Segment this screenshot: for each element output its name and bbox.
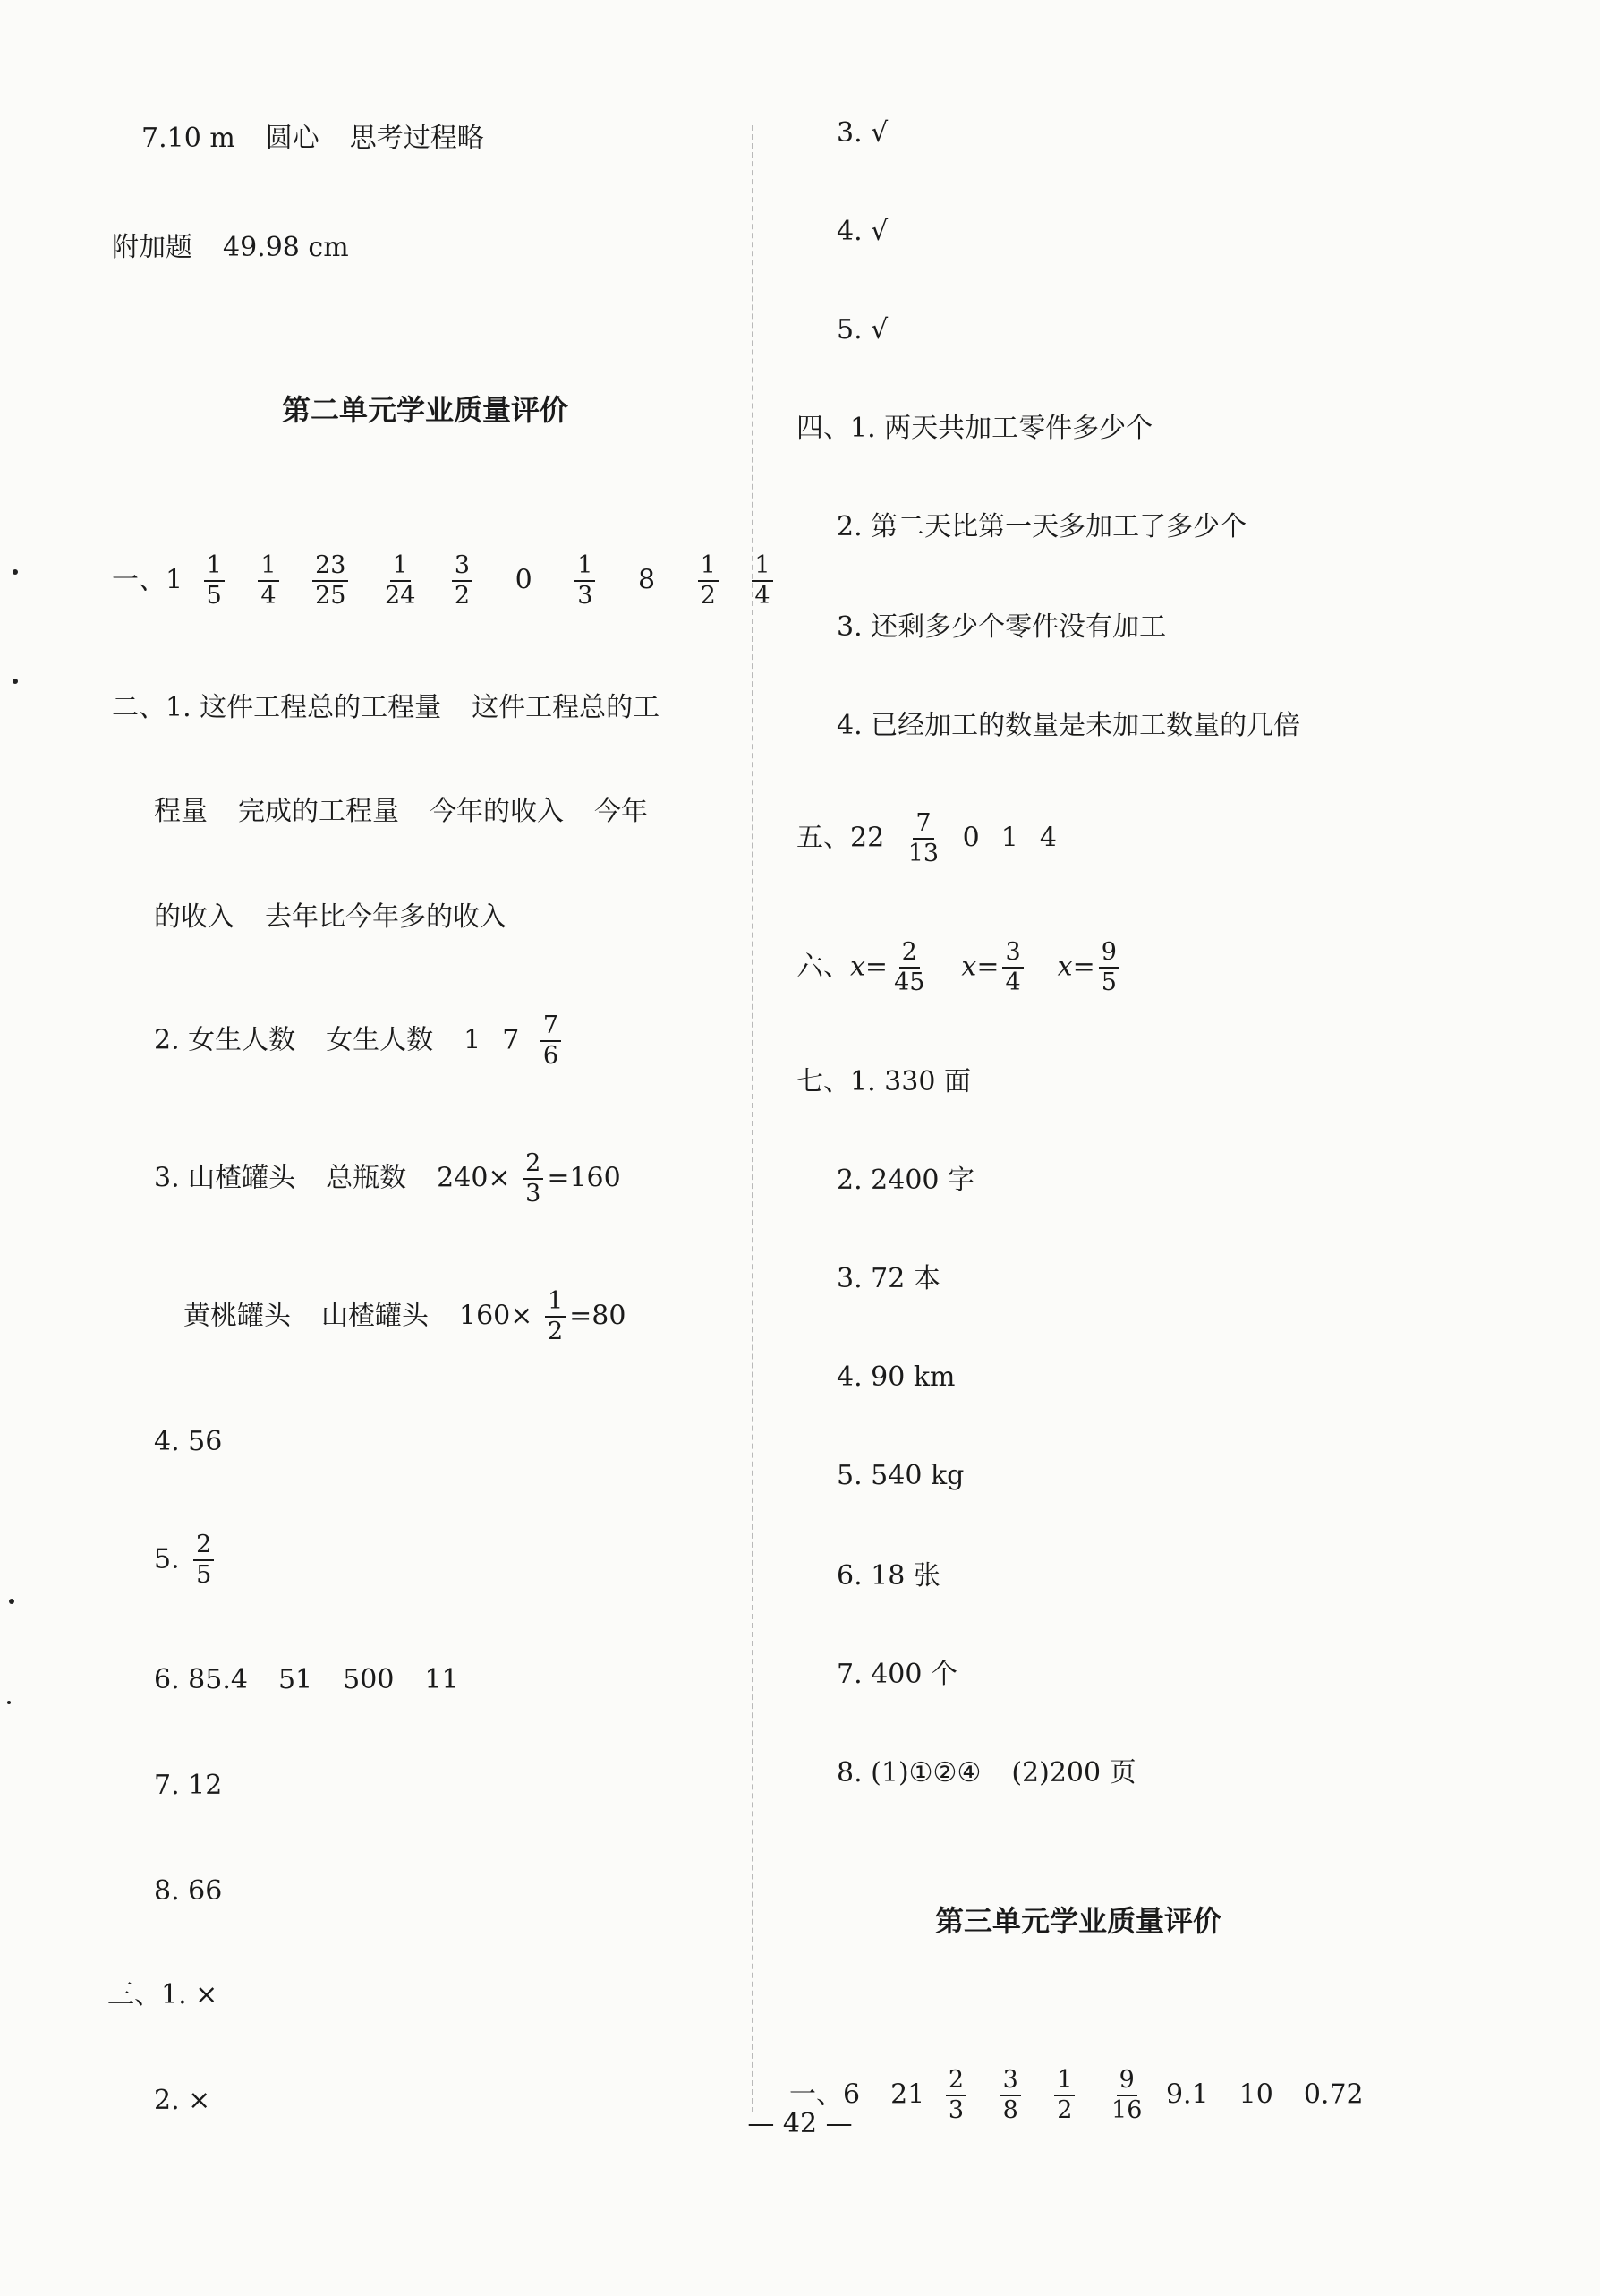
answer-line-q4-3: 3. 还剩多少个零件没有加工 (837, 611, 1167, 643)
answer-line-q7-7: 7. 400 个 (837, 1659, 957, 1690)
answer-value: 思考过程略 (349, 123, 484, 154)
answer-value: 8 (638, 564, 656, 596)
section-heading-unit-3: 第三单元学业质量评价 (935, 1904, 1222, 1938)
fraction: $\frac{1}{24}$ (385, 551, 416, 610)
answer-value: 圆心 (265, 123, 319, 154)
equals-sign: = (1072, 951, 1095, 983)
answer-value: 程量 (154, 796, 208, 827)
answer-value: 9.1 (1165, 2078, 1209, 2111)
fraction: $\frac{2}{45}$ (894, 938, 925, 997)
answer-value: 21 (890, 2078, 925, 2111)
fraction: $\frac{7}{13}$ (907, 809, 940, 868)
answer-value: 今年的收入 (430, 796, 564, 827)
scan-speck (13, 569, 18, 575)
fraction: $\frac{3}{4}$ (1002, 940, 1023, 996)
fraction: $\frac{3}{8}$ (1000, 2068, 1021, 2124)
answer-value: 黄桃罐头 (183, 1300, 291, 1332)
answer-line-q3-3: 3. √ (837, 117, 889, 149)
answer-line-q2-5 (154, 1532, 219, 1589)
variable-x: x (1057, 951, 1073, 983)
answer-value: 2. 女生人数 (154, 1024, 296, 1056)
equals-sign: = (864, 951, 889, 983)
answer-value: 7.10 m (141, 123, 235, 154)
fraction: $\frac{1}{2}$ (698, 553, 719, 610)
variable-x: x (961, 951, 977, 983)
answer-value: 8. (1)①②④ (837, 1757, 982, 1788)
answer-line-q4-1: 四、1. 两天共加工零件多少个 (796, 413, 1153, 444)
fraction: $\frac{1}{4}$ (258, 553, 278, 610)
answer-value: 1 (464, 1024, 481, 1056)
answer-value: (2)200 页 (1011, 1757, 1136, 1788)
answer-value: 1 (1000, 822, 1018, 854)
answer-line-q2-1 (112, 692, 660, 723)
fraction: $\frac{1}{3}$ (574, 553, 595, 610)
answer-value: 这件工程总的工 (472, 692, 660, 723)
answer-value: 51 (277, 1664, 313, 1695)
answer-value: 去年比今年多的收入 (265, 901, 506, 933)
answer-line-q7-2: 2. 2400 字 (837, 1165, 975, 1196)
answer-value: 160× (459, 1300, 533, 1332)
fraction: $\frac{3}{2}$ (452, 553, 472, 610)
answer-value: 的收入 (154, 901, 234, 933)
answer-value: 总瓶数 (326, 1162, 407, 1194)
answer-line-q4-4: 4. 已经加工的数量是未加工数量的几倍 (837, 710, 1301, 741)
answer-line-q7-3: 3. 72 本 (837, 1263, 940, 1294)
answer-line-q7-1: 七、1. 330 面 (796, 1066, 971, 1097)
answer-line-q3-2: 2. × (154, 2085, 211, 2116)
answer-value: 3. 山楂罐头 (154, 1162, 296, 1194)
answer-value: 500 (343, 1664, 395, 1695)
answer-line-q6 (796, 940, 1123, 996)
answer-line-q7-4: 4. 90 km (837, 1361, 956, 1393)
answer-line-q5 (796, 811, 1057, 867)
section-heading-unit-2: 第二单元学业质量评价 (282, 393, 569, 427)
answer-value: 6. 85.4 (154, 1664, 248, 1695)
answer-value: 0 (515, 564, 532, 596)
variable-x: x (850, 951, 865, 983)
answer-line-q2-4: 4. 56 (154, 1426, 223, 1457)
answer-line-q7-5: 5. 540 kg (837, 1460, 965, 1491)
answer-value: 女生人数 (326, 1024, 434, 1056)
question-prefix: 六、 (796, 951, 850, 983)
column-divider (752, 125, 753, 2112)
fraction: $\frac{1}{4}$ (752, 553, 772, 610)
fraction: $\frac{9}{16}$ (1111, 2066, 1143, 2125)
answer-line-q3-4: 4. √ (837, 216, 889, 247)
answer-value: 0.72 (1303, 2078, 1364, 2111)
bonus-label: 附加题 (112, 232, 192, 263)
answer-line-q2-1-cont (154, 798, 648, 825)
answer-value: 7 (502, 1024, 520, 1056)
answer-line-q4-2: 2. 第二天比第一天多加工了多少个 (837, 511, 1247, 542)
answer-value: 0 (962, 822, 980, 854)
answer-value: 11 (424, 1664, 459, 1695)
answer-line-q2-3 (154, 1151, 621, 1208)
equals-sign: = (976, 951, 1000, 983)
answer-value: 二、1. 这件工程总的工程量 (112, 692, 442, 723)
answer-value: 今年 (594, 796, 648, 827)
answer-line-q1 (112, 553, 786, 610)
answer-line-q2-2 (154, 1013, 574, 1070)
answer-value: 4 (1039, 822, 1057, 854)
fraction: $\frac{2}{5}$ (193, 1532, 214, 1589)
answer-line-q3-1: 三、1. × (107, 1979, 218, 2010)
bonus-question-line (112, 232, 349, 263)
scan-speck (13, 679, 18, 684)
answer-value: =160 (547, 1162, 621, 1194)
answer-value: 五、22 (796, 822, 885, 854)
bonus-value: 49.98 cm (223, 232, 349, 263)
answer-line-q7-8 (837, 1757, 1136, 1788)
answer-value: =80 (569, 1300, 626, 1332)
answer-value: 山楂罐头 (321, 1300, 429, 1332)
answer-line-q7-6: 6. 18 张 (837, 1560, 940, 1592)
fraction: $\frac{1}{2}$ (1054, 2068, 1075, 2124)
scan-speck (9, 1599, 14, 1604)
fraction: $\frac{1}{5}$ (204, 553, 225, 610)
answer-line-q2-7: 7. 12 (154, 1770, 223, 1801)
answer-line-q2-3-cont (183, 1289, 626, 1345)
answer-line-q2-6 (154, 1664, 459, 1695)
fraction: $\frac{7}{6}$ (540, 1013, 561, 1070)
page-number: — 42 — (747, 2108, 853, 2139)
answer-value: 240× (437, 1162, 511, 1194)
fraction: $\frac{9}{5}$ (1099, 940, 1119, 996)
question-prefix: 一、1 (112, 564, 183, 596)
fraction: $\frac{23}{25}$ (312, 553, 348, 610)
answer-value: 完成的工程量 (238, 796, 399, 827)
answer-value: 一、6 (789, 2078, 861, 2111)
fraction: $\frac{2}{3}$ (523, 1151, 543, 1208)
answer-value: 10 (1238, 2078, 1273, 2111)
scan-speck (7, 1701, 11, 1704)
fraction: $\frac{1}{2}$ (545, 1289, 566, 1345)
fraction: $\frac{2}{3}$ (946, 2068, 966, 2124)
answer-line-q2-1-cont2 (154, 901, 506, 933)
answer-line-q2-8: 8. 66 (154, 1875, 223, 1907)
answer-value: 5. (154, 1543, 180, 1575)
answer-line-q3-5: 5. √ (837, 314, 889, 346)
answer-line-7 (141, 125, 484, 152)
